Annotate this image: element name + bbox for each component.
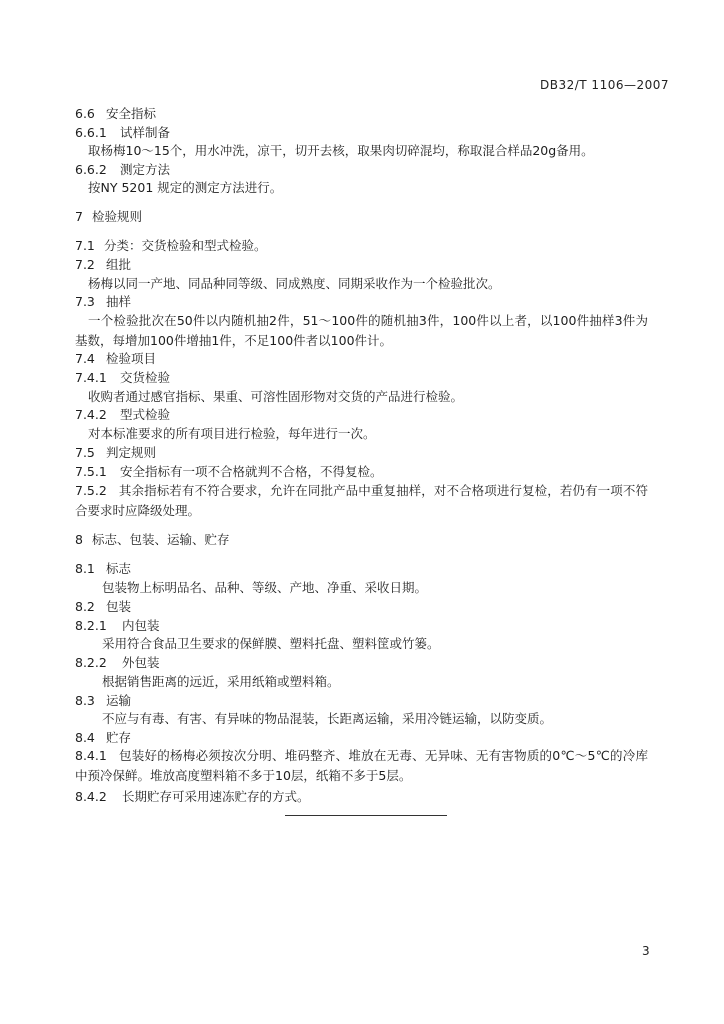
clause-7-3-text: 一个检验批次在50件以内随机抽2件，51～100件的随机抽3件，100件以上者，以100件抽样3件为基数，每增加100件增抽1件，不足100件者以100件计。 bbox=[75, 313, 648, 348]
clause-number: 8.3 bbox=[75, 693, 95, 708]
clause-6-6-2-heading bbox=[0, 160, 724, 180]
clause-8-3-heading bbox=[0, 691, 724, 711]
chapter-number: 7 bbox=[75, 209, 83, 224]
clause-8-2-2-heading bbox=[0, 653, 724, 673]
clause-number: 6.6.2 bbox=[75, 162, 107, 177]
clause-title: 试样制备 bbox=[120, 125, 171, 140]
clause-number: 8.2.2 bbox=[75, 655, 107, 670]
clause-text: 安全指标有一项不合格就判不合格，不得复检。 bbox=[120, 464, 383, 479]
clause-7-3-heading bbox=[0, 292, 724, 312]
clause-title: 运输 bbox=[106, 693, 132, 708]
clause-title: 测定方法 bbox=[120, 162, 171, 177]
clause-number: 8.4.1 bbox=[75, 748, 107, 763]
end-of-standard-rule bbox=[285, 815, 447, 816]
clause-title: 判定规则 bbox=[106, 445, 157, 460]
clause-6-6-2-text: 按NY 5201 规定的测定方法进行。 bbox=[88, 180, 283, 195]
clause-number: 6.6.1 bbox=[75, 125, 107, 140]
clause-7-4-2-heading bbox=[0, 405, 724, 425]
clause-7-4-1-heading bbox=[0, 368, 724, 388]
standard-code: DB32/T 1106—2007 bbox=[540, 78, 670, 92]
clause-number: 8.2.1 bbox=[75, 618, 107, 633]
clause-number: 7.4 bbox=[75, 351, 95, 366]
clause-7-4-1-text: 收购者通过感官指标、果重、可溶性固形物对交货的产品进行检验。 bbox=[88, 389, 464, 404]
clause-8-3-text: 不应与有毒、有害、有异味的物品混装，长距离运输，采用冷链运输，以防变质。 bbox=[102, 711, 553, 726]
clause-number: 7.4.2 bbox=[75, 407, 107, 422]
clause-8-2-2-text: 根据销售距离的远近，采用纸箱或塑料箱。 bbox=[102, 674, 340, 689]
clause-number: 8.4.2 bbox=[75, 789, 107, 804]
clause-7-5-1 bbox=[0, 462, 724, 482]
clause-7-4-2-text: 对本标准要求的所有项目进行检验，每年进行一次。 bbox=[88, 426, 376, 441]
clause-title: 贮存 bbox=[106, 730, 132, 745]
clause-8-2-heading bbox=[0, 597, 724, 617]
clause-number: 7.2 bbox=[75, 257, 95, 272]
clause-title: 安全指标 bbox=[106, 106, 157, 121]
clause-8-1-text: 包装物上标明品名、品种、等级、产地、净重、采收日期。 bbox=[102, 580, 428, 595]
clause-6-6-1-heading bbox=[0, 123, 724, 143]
clause-number: 7.4.1 bbox=[75, 370, 107, 385]
clause-text: 包装好的杨梅必须按次分明、堆码整齐、堆放在无毒、无异味、无有害物质的0℃～5℃的冷库中预冷保鲜。堆放高度塑料箱不多于10层，纸箱不多于5层。 bbox=[75, 748, 648, 783]
clause-8-4-heading bbox=[0, 728, 724, 748]
chapter-number: 8 bbox=[75, 532, 83, 547]
clause-text: 分类：交货检验和型式检验。 bbox=[104, 238, 267, 253]
clause-6-6-heading bbox=[0, 104, 724, 124]
clause-8-2-1-text: 采用符合食品卫生要求的保鲜膜、塑料托盘、塑料筐或竹篓。 bbox=[102, 636, 440, 651]
clause-title: 抽样 bbox=[106, 294, 132, 309]
clause-title: 包装 bbox=[106, 599, 132, 614]
clause-number: 7.1 bbox=[75, 238, 95, 253]
clause-6-6-1-text: 取杨梅10～15个，用水冲洗，凉干，切开去核，取果肉切碎混均，称取混合样品20g备用。 bbox=[88, 143, 594, 158]
clause-number: 7.3 bbox=[75, 294, 95, 309]
clause-title: 组批 bbox=[106, 257, 132, 272]
clause-title: 内包装 bbox=[122, 618, 160, 633]
chapter-8-heading bbox=[0, 530, 724, 550]
clause-title: 交货检验 bbox=[120, 370, 171, 385]
clause-text: 长期贮存可采用速冻贮存的方式。 bbox=[122, 789, 310, 804]
clause-7-2-text: 杨梅以同一产地、同品种同等级、同成熟度、同期采收作为一个检验批次。 bbox=[88, 276, 501, 291]
clause-7-2-heading bbox=[0, 255, 724, 275]
clause-text: 其余指标若有不符合要求，允许在同批产品中重复抽样，对不合格项进行复检，若仍有一项不符合要求时应降级处理。 bbox=[75, 483, 648, 518]
clause-8-4-1 bbox=[75, 746, 648, 786]
clause-title: 外包装 bbox=[122, 655, 160, 670]
clause-title: 型式检验 bbox=[120, 407, 171, 422]
chapter-title: 标志、包装、运输、贮存 bbox=[92, 532, 230, 547]
clause-number: 7.5.1 bbox=[75, 464, 107, 479]
clause-number: 7.5 bbox=[75, 445, 95, 460]
clause-7-4-heading bbox=[0, 349, 724, 369]
chapter-7-heading bbox=[0, 207, 724, 227]
clause-number: 7.5.2 bbox=[75, 483, 107, 498]
clause-8-4-2 bbox=[0, 787, 724, 807]
clause-number: 8.4 bbox=[75, 730, 95, 745]
clause-7-5-2 bbox=[75, 481, 648, 521]
clause-number: 8.1 bbox=[75, 561, 95, 576]
clause-8-2-1-heading bbox=[0, 616, 724, 636]
clause-title: 检验项目 bbox=[106, 351, 157, 366]
clause-number: 8.2 bbox=[75, 599, 95, 614]
clause-title: 标志 bbox=[106, 561, 132, 576]
clause-7-1 bbox=[0, 236, 724, 256]
clause-number: 6.6 bbox=[75, 106, 95, 121]
chapter-title: 检验规则 bbox=[92, 209, 143, 224]
clause-8-1-heading bbox=[0, 559, 724, 579]
clause-7-5-heading bbox=[0, 443, 724, 463]
page-number: 3 bbox=[642, 944, 650, 958]
